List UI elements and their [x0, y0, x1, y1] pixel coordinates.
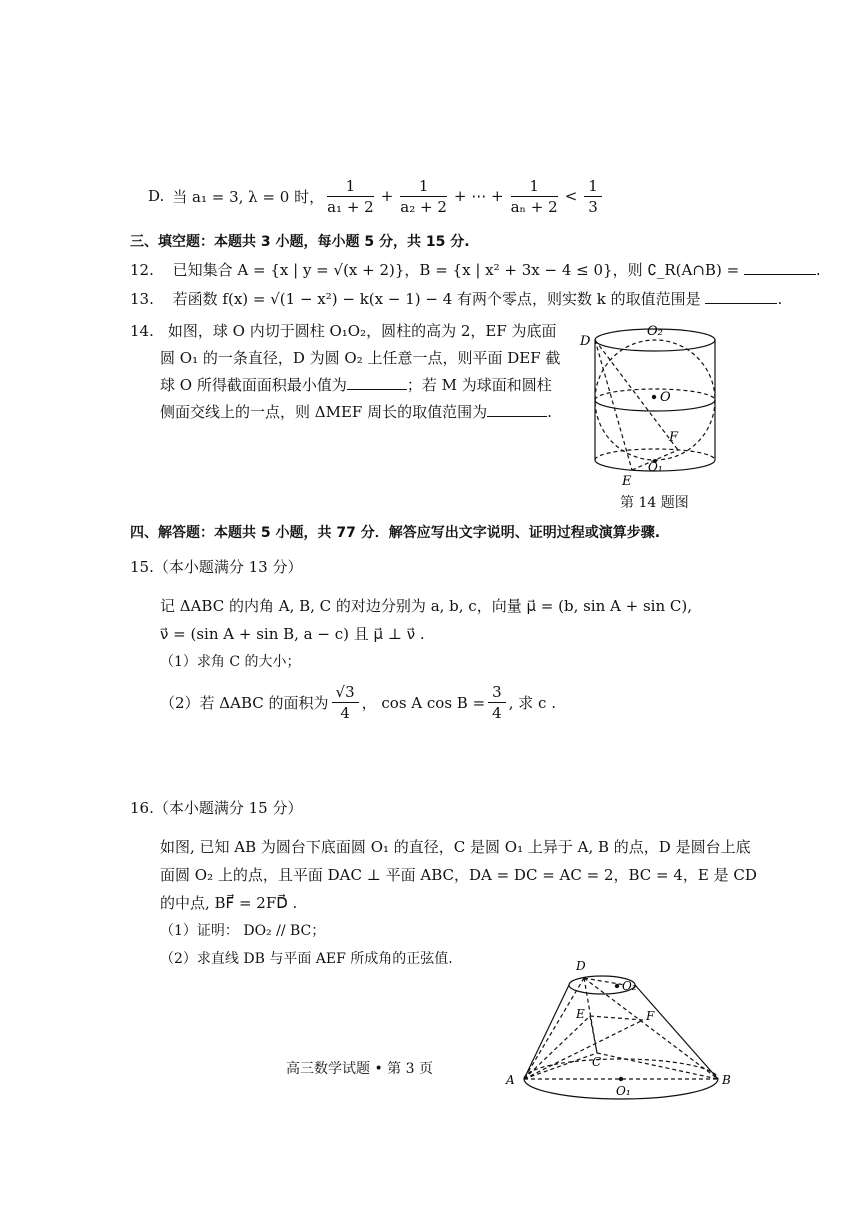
q13-answer-blank[interactable]	[705, 303, 777, 304]
q16-heading: 16.（本小题满分 15 分）	[130, 799, 303, 817]
label-f: F	[646, 1009, 655, 1023]
label-o1: O₁	[648, 460, 663, 474]
q12-answer-blank[interactable]	[744, 274, 816, 275]
q14-blank-2[interactable]	[487, 416, 547, 417]
seg-db	[584, 978, 718, 1079]
q14-figure	[570, 318, 740, 493]
q15-body	[160, 592, 692, 723]
label-e: E	[576, 1007, 585, 1021]
q16-body	[160, 833, 757, 973]
q13-text: 若函数 f(x) = √(1 − x²) − k(x − 1) − 4 有两个零点，则实数 k 的取值范围是	[172, 290, 701, 308]
question-14: 14. 如图，球 O 内切于圆柱 O₁O₂，圆柱的高为 2，EF 为底面 圆 O₁ 的一条直径，D 为圆 O₂ 上任意一点，则平面 DEF 截 球 O 所得截面面积最小值为 ；若 M 为球面和圆柱 侧面交线上的一点，则 ΔMEF 周长的取值范围为 .	[130, 322, 561, 421]
question-12: 12. 已知集合 A = {x | y = √(x + 2)}，B = {x | x² + 3x − 4 ≤ 0}，则 ∁_R(A∩B) = .	[130, 261, 821, 279]
q14-caption: 第 14 题图	[620, 495, 689, 511]
section-3-title: 三、填空题：本题共 3 小题，每小题 5 分，共 15 分.	[130, 234, 470, 250]
label-o2: O₂	[622, 979, 637, 993]
q14-line-2: 圆 O₁ 的一条直径，D 为圆 O₂ 上任意一点，则平面 DEF 截	[160, 349, 561, 367]
section-4-title: 四、解答题：本题共 5 小题，共 77 分．解答应写出文字说明、证明过程或演算步骤.	[130, 525, 661, 541]
q16-figure	[500, 958, 745, 1108]
q14-line-3: 球 O 所得截面面积最小值为	[160, 376, 347, 394]
q15-heading: 15.（本小题满分 13 分）	[130, 558, 303, 576]
q15-p2-text-c: , 求 c .	[508, 693, 556, 712]
q15-line-1: 记 ΔABC 的内角 A, B, C 的对边分别为 a, b, c，向量 μ⃗ = (b, sin A + sin C),	[160, 597, 692, 615]
q15-p2-text-a: （2）若 ΔABC 的面积为	[160, 693, 329, 712]
q15-p2-text-b: ， cos A cos B =	[361, 693, 486, 712]
question-13: 13. 若函数 f(x) = √(1 − x²) − k(x − 1) − 4 有两个零点，则实数 k 的取值范围是 .	[130, 290, 783, 308]
label-d: D	[580, 334, 591, 349]
label-a: A	[506, 1073, 515, 1087]
label-o: O	[660, 390, 671, 405]
label-f: F	[669, 430, 679, 445]
q14-line-1: 如图，球 O 内切于圆柱 O₁O₂，圆柱的高为 2，EF 为底面	[167, 322, 557, 340]
label-o2: O₂	[647, 324, 663, 339]
seg-do2	[584, 978, 625, 985]
plus-sign: +	[380, 187, 394, 205]
label-c: C	[592, 1055, 602, 1069]
bottom-back	[595, 449, 715, 460]
cos-fraction: $\frac{3}{4}$	[488, 682, 506, 723]
seg-af	[524, 1020, 643, 1079]
option-d-label: D.	[148, 187, 165, 205]
q14-number: 14.	[130, 322, 154, 340]
sphere	[595, 340, 715, 460]
q14-blank-1[interactable]	[347, 389, 407, 390]
q14-line-3b: ；若 M 为球面和圆柱	[406, 376, 552, 394]
label-o1: O₁	[616, 1084, 631, 1098]
label-b: B	[722, 1073, 731, 1087]
q16-line-1: 如图, 已知 AB 为圆台下底面圆 O₁ 的直径，C 是圆 O₁ 上异于 A, B 的点，D 是圆台上底	[160, 838, 751, 856]
page-footer: 高三数学试题 • 第 3 页	[286, 1061, 433, 1077]
q13-number: 13.	[130, 290, 154, 308]
o1-dot	[619, 1077, 623, 1081]
term-2: $\frac{1}{\text{a₂ + 2}}$	[400, 176, 447, 216]
rhs-fraction: $\frac{1}{3}$	[584, 176, 602, 217]
seg-cb	[597, 1053, 718, 1079]
option-d	[148, 174, 605, 218]
label-e: E	[622, 474, 632, 489]
label-d: D	[576, 959, 586, 973]
area-fraction: $\frac{√3}{4}$	[332, 682, 359, 723]
q15-line-2: ν⃗ = (sin A + sin B, a − c) 且 μ⃗ ⊥ ν⃗ .	[160, 625, 425, 643]
term-1: $\frac{1}{\text{a₁ + 2}}$	[327, 176, 374, 216]
q15-part-2	[160, 682, 692, 723]
q16-part-2: （2）求直线 DB 与平面 AEF 所成角的正弦值.	[160, 951, 453, 967]
q16-line-2: 面圆 O₂ 上的点，且平面 DAC ⊥ 平面 ABC，DA = DC = AC = 2，BC = 4，E 是 CD	[160, 866, 757, 884]
option-d-condition: 当 a₁ = 3, λ = 0 时，	[172, 187, 325, 206]
q16-line-3: 的中点, BF⃗ = 2FD⃗ .	[160, 894, 298, 912]
q15-part-1: （1）求角 C 的大小；	[160, 654, 301, 670]
center-o-dot	[652, 395, 656, 399]
term-n: $\frac{1}{\text{aₙ + 2}}$	[510, 176, 558, 216]
q12-text: 已知集合 A = {x | y = √(x + 2)}，B = {x | x² + 3x − 4 ≤ 0}，则 ∁_R(A∩B) =	[172, 261, 740, 279]
q12-number: 12.	[130, 261, 154, 279]
right-slant	[635, 985, 718, 1079]
o2-dot	[615, 984, 619, 988]
left-slant	[524, 985, 569, 1079]
q14-line-4: 侧面交线上的一点，则 ΔMEF 周长的取值范围为	[160, 403, 488, 421]
seg-da	[524, 978, 584, 1079]
q16-part-1: （1）证明： DO₂ // BC；	[160, 923, 326, 939]
plus-ellipsis: + ⋯ +	[453, 187, 504, 205]
less-than: <	[564, 187, 578, 205]
